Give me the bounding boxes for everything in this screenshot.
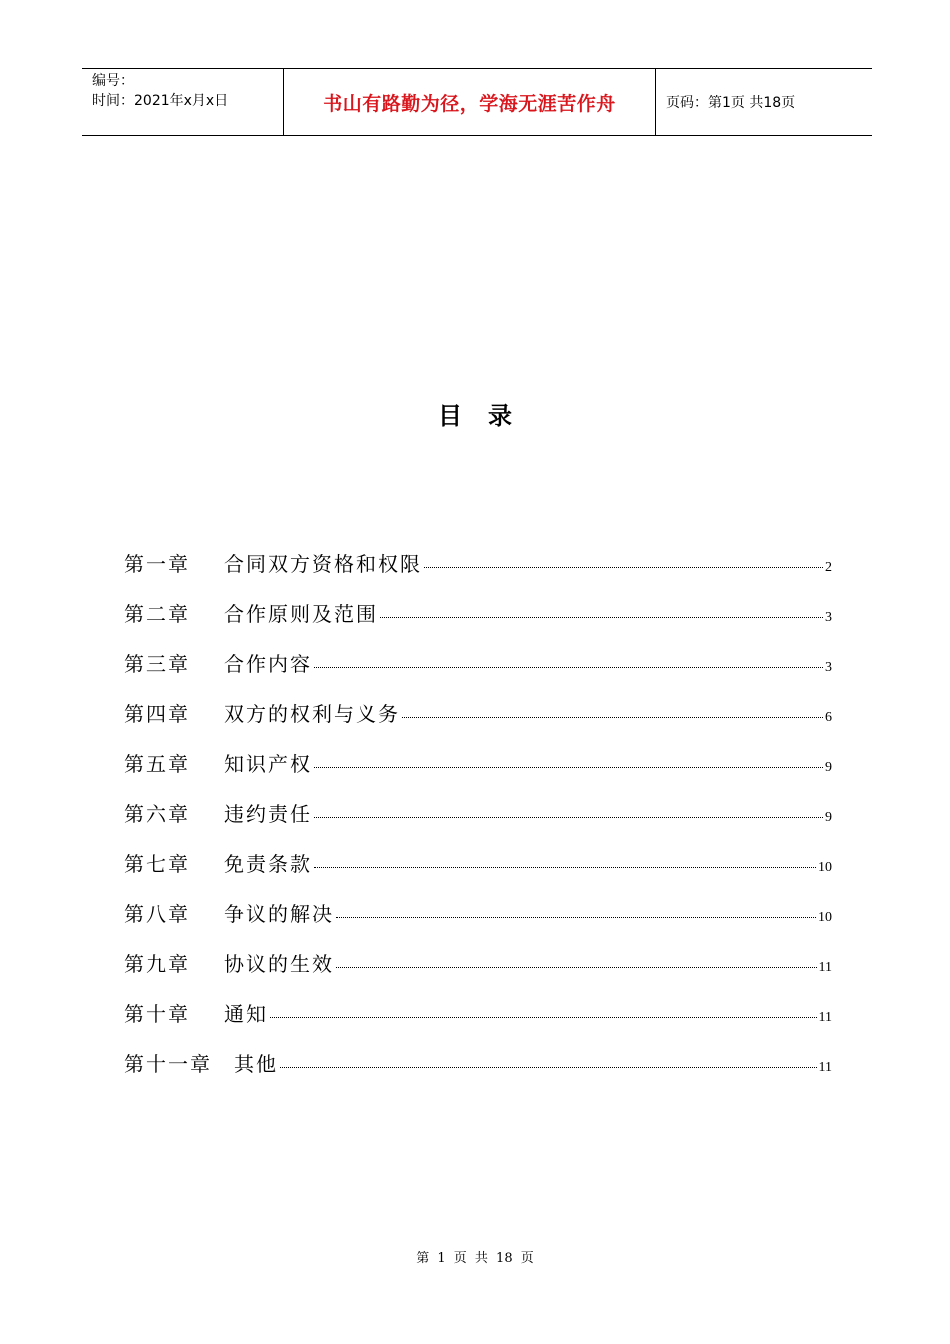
toc-chapter-name: 合作原则及范围 [224,602,378,626]
toc-chapter: 第九章 [124,952,190,976]
toc-leader-dots [380,617,823,618]
toc-leader-dots [270,1017,817,1018]
toc-chapter: 第三章 [124,652,190,676]
toc-leader-dots [402,717,823,718]
toc-chapter-name: 争议的解决 [224,902,334,926]
toc-chapter-name: 其他 [234,1052,278,1076]
toc-leader-dots [314,867,816,868]
toc-title: 目录 [438,402,538,430]
toc-chapter-name: 协议的生效 [224,952,334,976]
toc-leader-dots [314,667,823,668]
toc-entry[interactable] [124,694,832,744]
toc-page-number: 11 [818,1060,832,1075]
toc-chapter: 第六章 [124,802,190,826]
toc-leader-dots [424,567,823,568]
toc-entry[interactable] [124,744,832,794]
toc-page-number: 6 [825,710,832,725]
toc-page-number: 9 [825,760,832,775]
toc-entry[interactable] [124,644,832,694]
document-date: 时间：2021年x月x日 [92,93,229,109]
toc-entry[interactable] [124,1044,832,1094]
toc-entry[interactable] [124,894,832,944]
toc-chapter: 第十章 [124,1002,190,1026]
toc-leader-dots [336,967,817,968]
toc-leader-dots [280,1067,817,1068]
toc-chapter-name: 知识产权 [224,752,312,776]
toc-chapter: 第七章 [124,852,190,876]
toc-chapter: 第五章 [124,752,190,776]
toc-page-number: 10 [818,910,832,925]
toc-chapter-name: 免责条款 [224,852,312,876]
toc-entry[interactable] [124,544,832,594]
document-number-label: 编号： [92,73,134,89]
header-motto: 书山有路勤为径，学海无涯苦作舟 [284,69,656,135]
toc-chapter-name: 违约责任 [224,802,312,826]
toc-entry[interactable] [124,594,832,644]
toc-chapter-name: 通知 [224,1002,268,1026]
toc-page-number: 2 [825,560,832,575]
toc-leader-dots [314,767,823,768]
page-header [82,68,872,136]
page-footer: 第 1 页 共 18 页 [416,1251,534,1266]
toc-leader-dots [314,817,823,818]
toc-entry[interactable] [124,844,832,894]
toc-chapter: 第一章 [124,552,190,576]
toc-chapter: 第四章 [124,702,190,726]
toc-page-number: 9 [825,810,832,825]
toc-chapter-name: 合作内容 [224,652,312,676]
toc-page-number: 10 [818,860,832,875]
toc-entry[interactable] [124,994,832,1044]
header-page-info: 页码：第1页 共18页 [666,95,796,111]
toc-page-number: 3 [825,660,832,675]
table-of-contents [124,544,832,1094]
toc-chapter: 第二章 [124,602,190,626]
toc-chapter-name: 双方的权利与义务 [224,702,400,726]
toc-entry[interactable] [124,944,832,994]
toc-page-number: 11 [818,960,832,975]
toc-entry[interactable] [124,794,832,844]
toc-leader-dots [336,917,816,918]
toc-chapter: 第八章 [124,902,190,926]
header-meta [82,69,284,135]
toc-chapter: 第十一章 [124,1052,212,1076]
toc-page-number: 11 [818,1010,832,1025]
toc-chapter-name: 合同双方资格和权限 [224,552,422,576]
toc-page-number: 3 [825,610,832,625]
